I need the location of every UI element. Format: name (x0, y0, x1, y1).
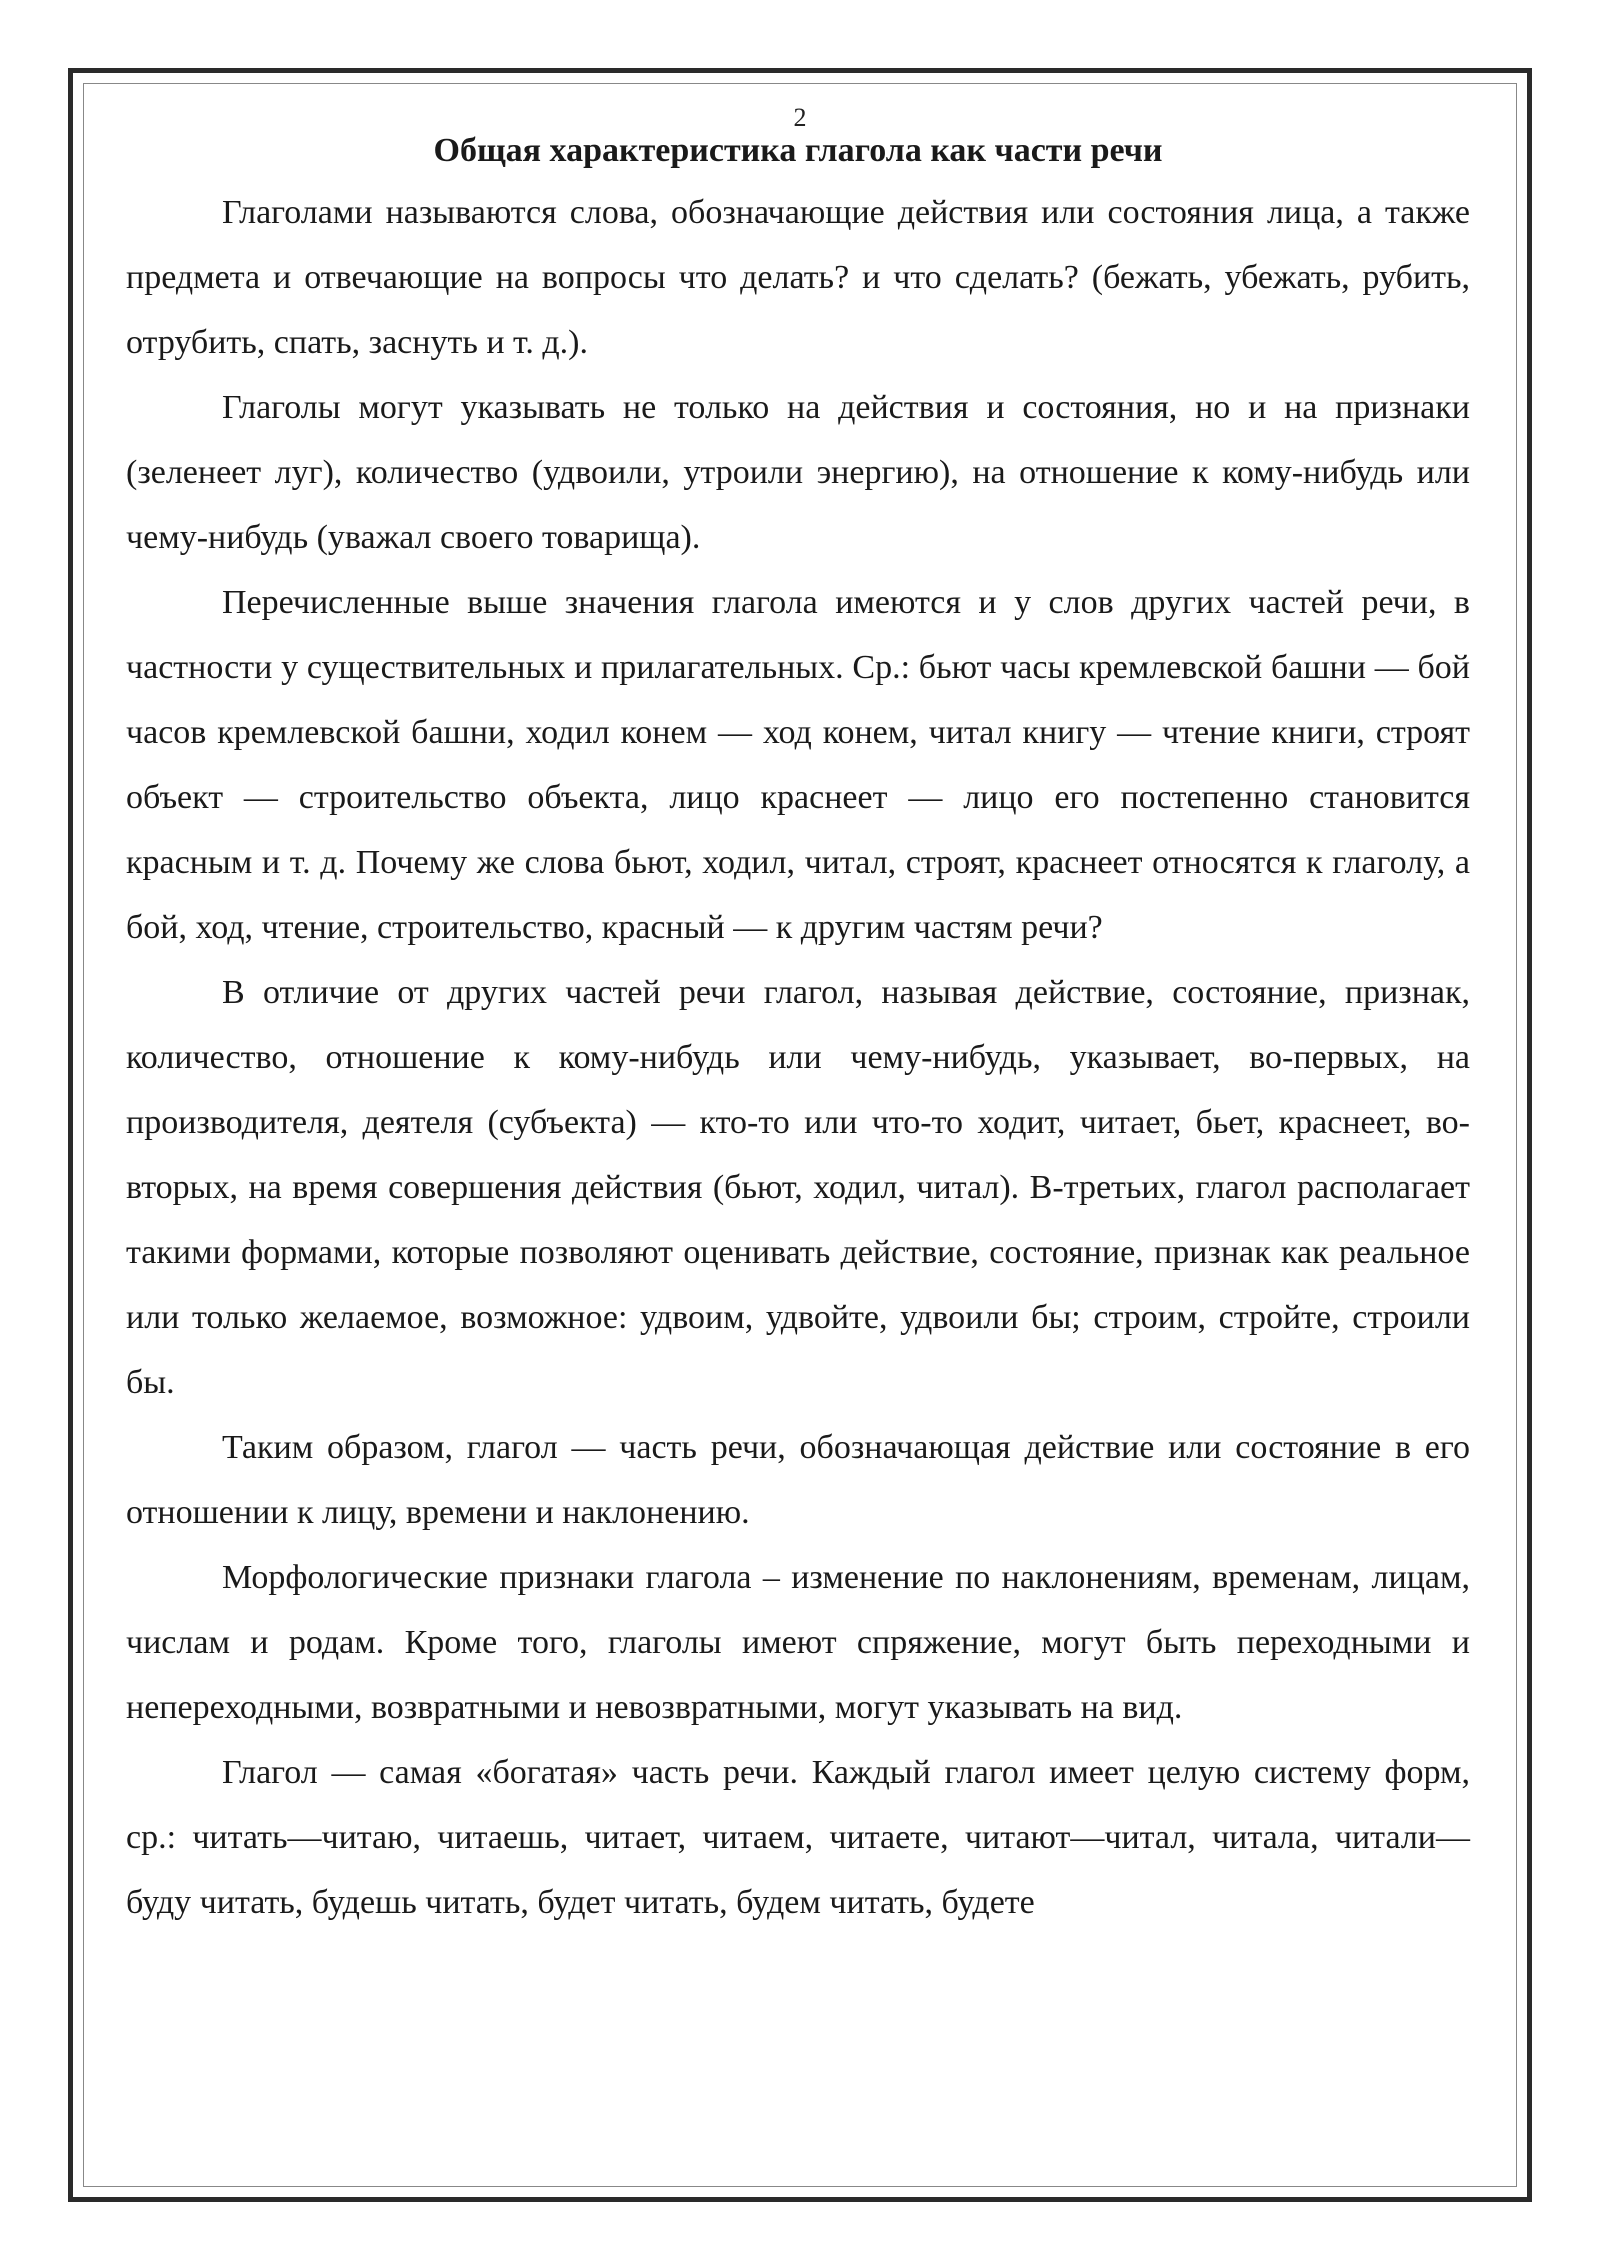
page-title: Общая характеристика глагола как части речи (433, 132, 1163, 169)
paragraph-2: Глаголы могут указывать не только на действия и состояния, но и на признаки (зеленеет луг), количество (удвоили, утроили энергию), на отношение к кому-нибудь или чему-нибудь (уважал своего товарища). (126, 389, 1470, 556)
paragraph-4: В отличие от других частей речи глагол, называя действие, состояние, признак, количество, отношение к кому-нибудь или чему-нибудь, указывает, во-первых, на производителя, деятеля (субъекта) — кто-то или что-то ходит, читает, бьет, краснеет, во-вторых, на время совершения действия (бьют, ходил, читал). В-третьих, глагол располагает такими формами, которые позволяют оценивать действие, состояние, признак как реальное или только желаемое, возможное: удвоим, удвойте, удвоили бы; строим, стройте, строили бы. (126, 974, 1470, 1401)
paragraph-6: Морфологические признаки глагола – изменение по наклонениям, временам, лицам, числам и родам. Кроме того, глаголы имеют спряжение, могут быть переходными и непереходными, возвратными и невозвратными, могут указывать на вид. (126, 1559, 1470, 1726)
document-body (126, 127, 1470, 1935)
paragraph-7: Глагол — самая «богатая» часть речи. Каждый глагол имеет целую систему форм, ср.: читать—читаю, читаешь, читает, читаем, читаете, читают—читал, читала, читали—буду читать, будешь читать, будет читать, будем читать, будете (126, 1754, 1470, 1921)
paragraph-5: Таким образом, глагол — часть речи, обозначающая действие или состояние в его отношении к лицу, времени и наклонению. (126, 1429, 1470, 1531)
paragraph-3: Перечисленные выше значения глагола имеются и у слов других частей речи, в частности у существительных и прилагательных. Ср.: бьют часы кремлевской башни — бой часов кремлевской башни, ходил конем — ход конем, читал книгу — чтение книги, строят объект — строительство объекта, лицо краснеет — лицо его постепенно становится красным и т. д. Почему же слова бьют, ходил, читал, строят, краснеет относятся к глаголу, а бой, ход, чтение, строительство, красный — к другим частям речи? (126, 584, 1470, 946)
paragraph-1: Глаголами называются слова, обозначающие действия или состояния лица, а также предмета и отвечающие на вопросы что делать? и что сделать? (бежать, убежать, рубить, отрубить, спать, заснуть и т. д.). (126, 194, 1470, 361)
page-number: 2 (793, 103, 807, 132)
